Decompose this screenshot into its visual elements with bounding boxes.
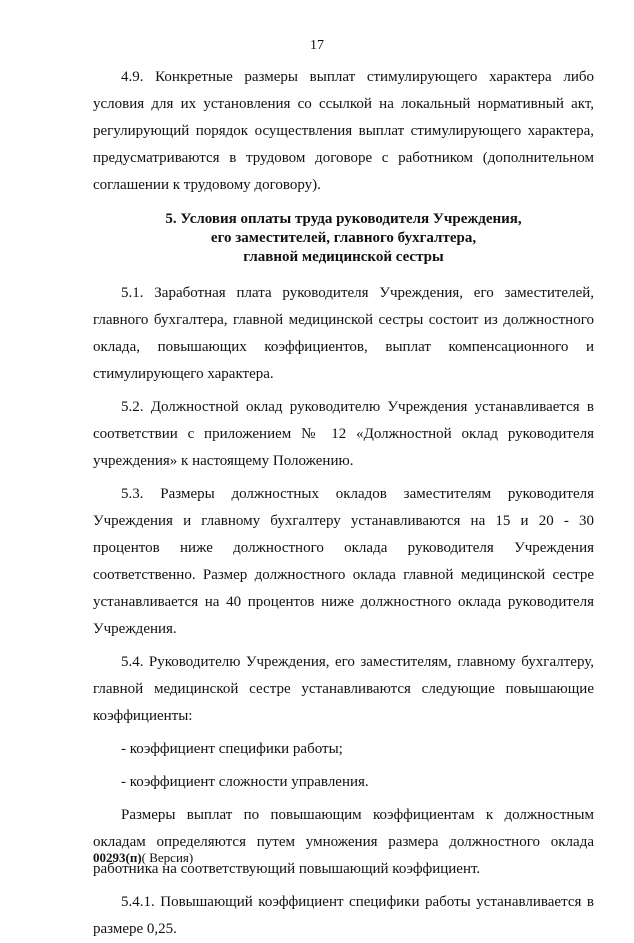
section-5-heading [93, 210, 594, 267]
document-version: ( Версия) [141, 850, 194, 865]
paragraph-5-4: 5.4. Руководителю Учреждения, его заместителям, главному бухгалтеру, главной медицинской сестре устанавливаются следующие повышающие коэффициенты: [93, 654, 594, 724]
paragraph-5-2: 5.2. Должностной оклад руководителю Учреждения устанавливается в соответствии с приложением № 12 «Должностной оклад руководителя учреждения» к настоящему Положению. [93, 399, 594, 469]
bullet-specificity: - коэффициент специфики работы; [121, 741, 343, 757]
paragraph-coefficient-sizes: Размеры выплат по повышающим коэффициентам к должностным окладам определяются путем умножения размера должностного оклада работника на соответствующий повышающий коэффициент. [93, 807, 594, 877]
paragraph-5-4-1: 5.4.1. Повышающий коэффициент специфики работы устанавливается в размере 0,25. [93, 894, 594, 937]
section-5-title-line-1: 5. Условия оплаты труда руководителя Учреждения, [165, 211, 522, 227]
paragraph-5-1: 5.1. Заработная плата руководителя Учреждения, его заместителей, главного бухгалтера, главной медицинской сестры состоит из должностного оклада, повышающих коэффициентов, выплат компенсационного и стимулирующего характера. [93, 285, 594, 382]
document-code: 00293(п) [93, 850, 142, 865]
paragraph-5-3: 5.3. Размеры должностных окладов заместителям руководителя Учреждения и главному бухгалтеру устанавливаются на 15 и 20 - 30 процентов ниже должностного оклада руководителя Учреждения соответственно. Размер должностного оклада главной медицинской сестре устанавливается на 40 процентов ниже должностного оклада руководителя Учреждения. [93, 486, 594, 637]
page-number: 17 [310, 38, 324, 53]
document-body [93, 64, 594, 943]
document-footer [93, 850, 193, 866]
section-5-title-line-3: главной медицинской сестры [243, 249, 444, 265]
section-5-title-line-2: его заместителей, главного бухгалтера, [210, 230, 477, 246]
bullet-management-complexity: - коэффициент сложности управления. [121, 774, 369, 790]
paragraph-4-9: 4.9. Конкретные размеры выплат стимулирующего характера либо условия для их установления со ссылкой на локальный нормативный акт, регулирующий порядок осуществления выплат стимулирующего характера, предусматриваются в трудовом договоре с работником (дополнительном соглашении к трудовому договору). [93, 69, 594, 193]
